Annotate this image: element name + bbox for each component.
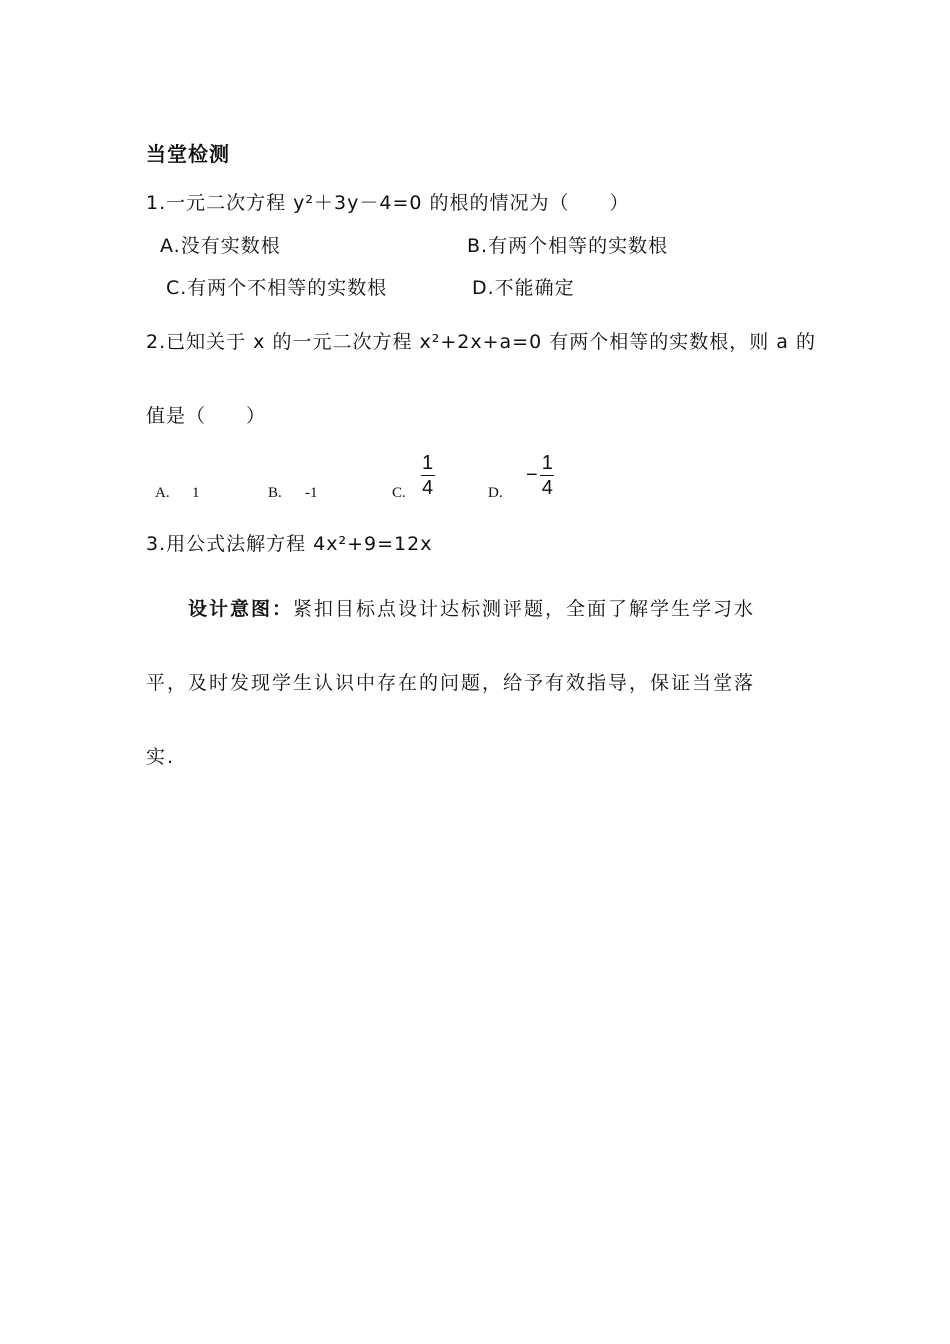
fraction-bar [421,475,435,476]
section-title: 当堂检测 [146,142,230,166]
minus-sign: − [526,464,538,486]
design-intent-text-1: 紧扣目标点设计达标测评题，全面了解学生学习水 [293,598,756,620]
q2-stem-line2: 值是（ ） [146,405,267,427]
design-intent-label: 设计意图： [188,598,294,620]
q1-stem: 1.一元二次方程 y²＋3y－4=0 的根的情况为（ ） [146,192,630,214]
q1-option-d: D.不能确定 [472,277,575,299]
q2-option-c-fraction [420,452,435,499]
q3-stem: 3.用公式法解方程 4x²+9=12x [146,533,433,555]
q2-option-d-label: D. [488,485,503,501]
q1-option-b: B.有两个相等的实数根 [467,235,669,257]
q1-option-a: A.没有实数根 [160,235,281,257]
q2-option-c-label: C. [392,485,406,501]
fraction-bar [540,475,554,476]
design-intent-line1 [188,594,755,621]
q2-stem-line1: 2.已知关于 x 的一元二次方程 x²+2x+a=0 有两个相等的实数根，则 a 的 [146,331,816,353]
q2-option-a-label: A. [155,485,170,501]
design-intent-line3: 实. [146,746,176,768]
q2-option-a-value: 1 [192,485,200,501]
fraction-denominator: 4 [422,477,434,499]
fraction-numerator: 1 [422,452,434,474]
q2-option-d-fraction [526,452,555,499]
fraction-numerator: 1 [541,452,553,474]
design-intent-line2: 平，及时发现学生认识中存在的问题，给予有效指导，保证当堂落 [146,672,756,694]
q1-option-c: C.有两个不相等的实数根 [166,277,388,299]
q2-option-b-value: -1 [305,485,318,501]
q2-option-b-label: B. [268,485,282,501]
fraction-denominator: 4 [541,477,553,499]
